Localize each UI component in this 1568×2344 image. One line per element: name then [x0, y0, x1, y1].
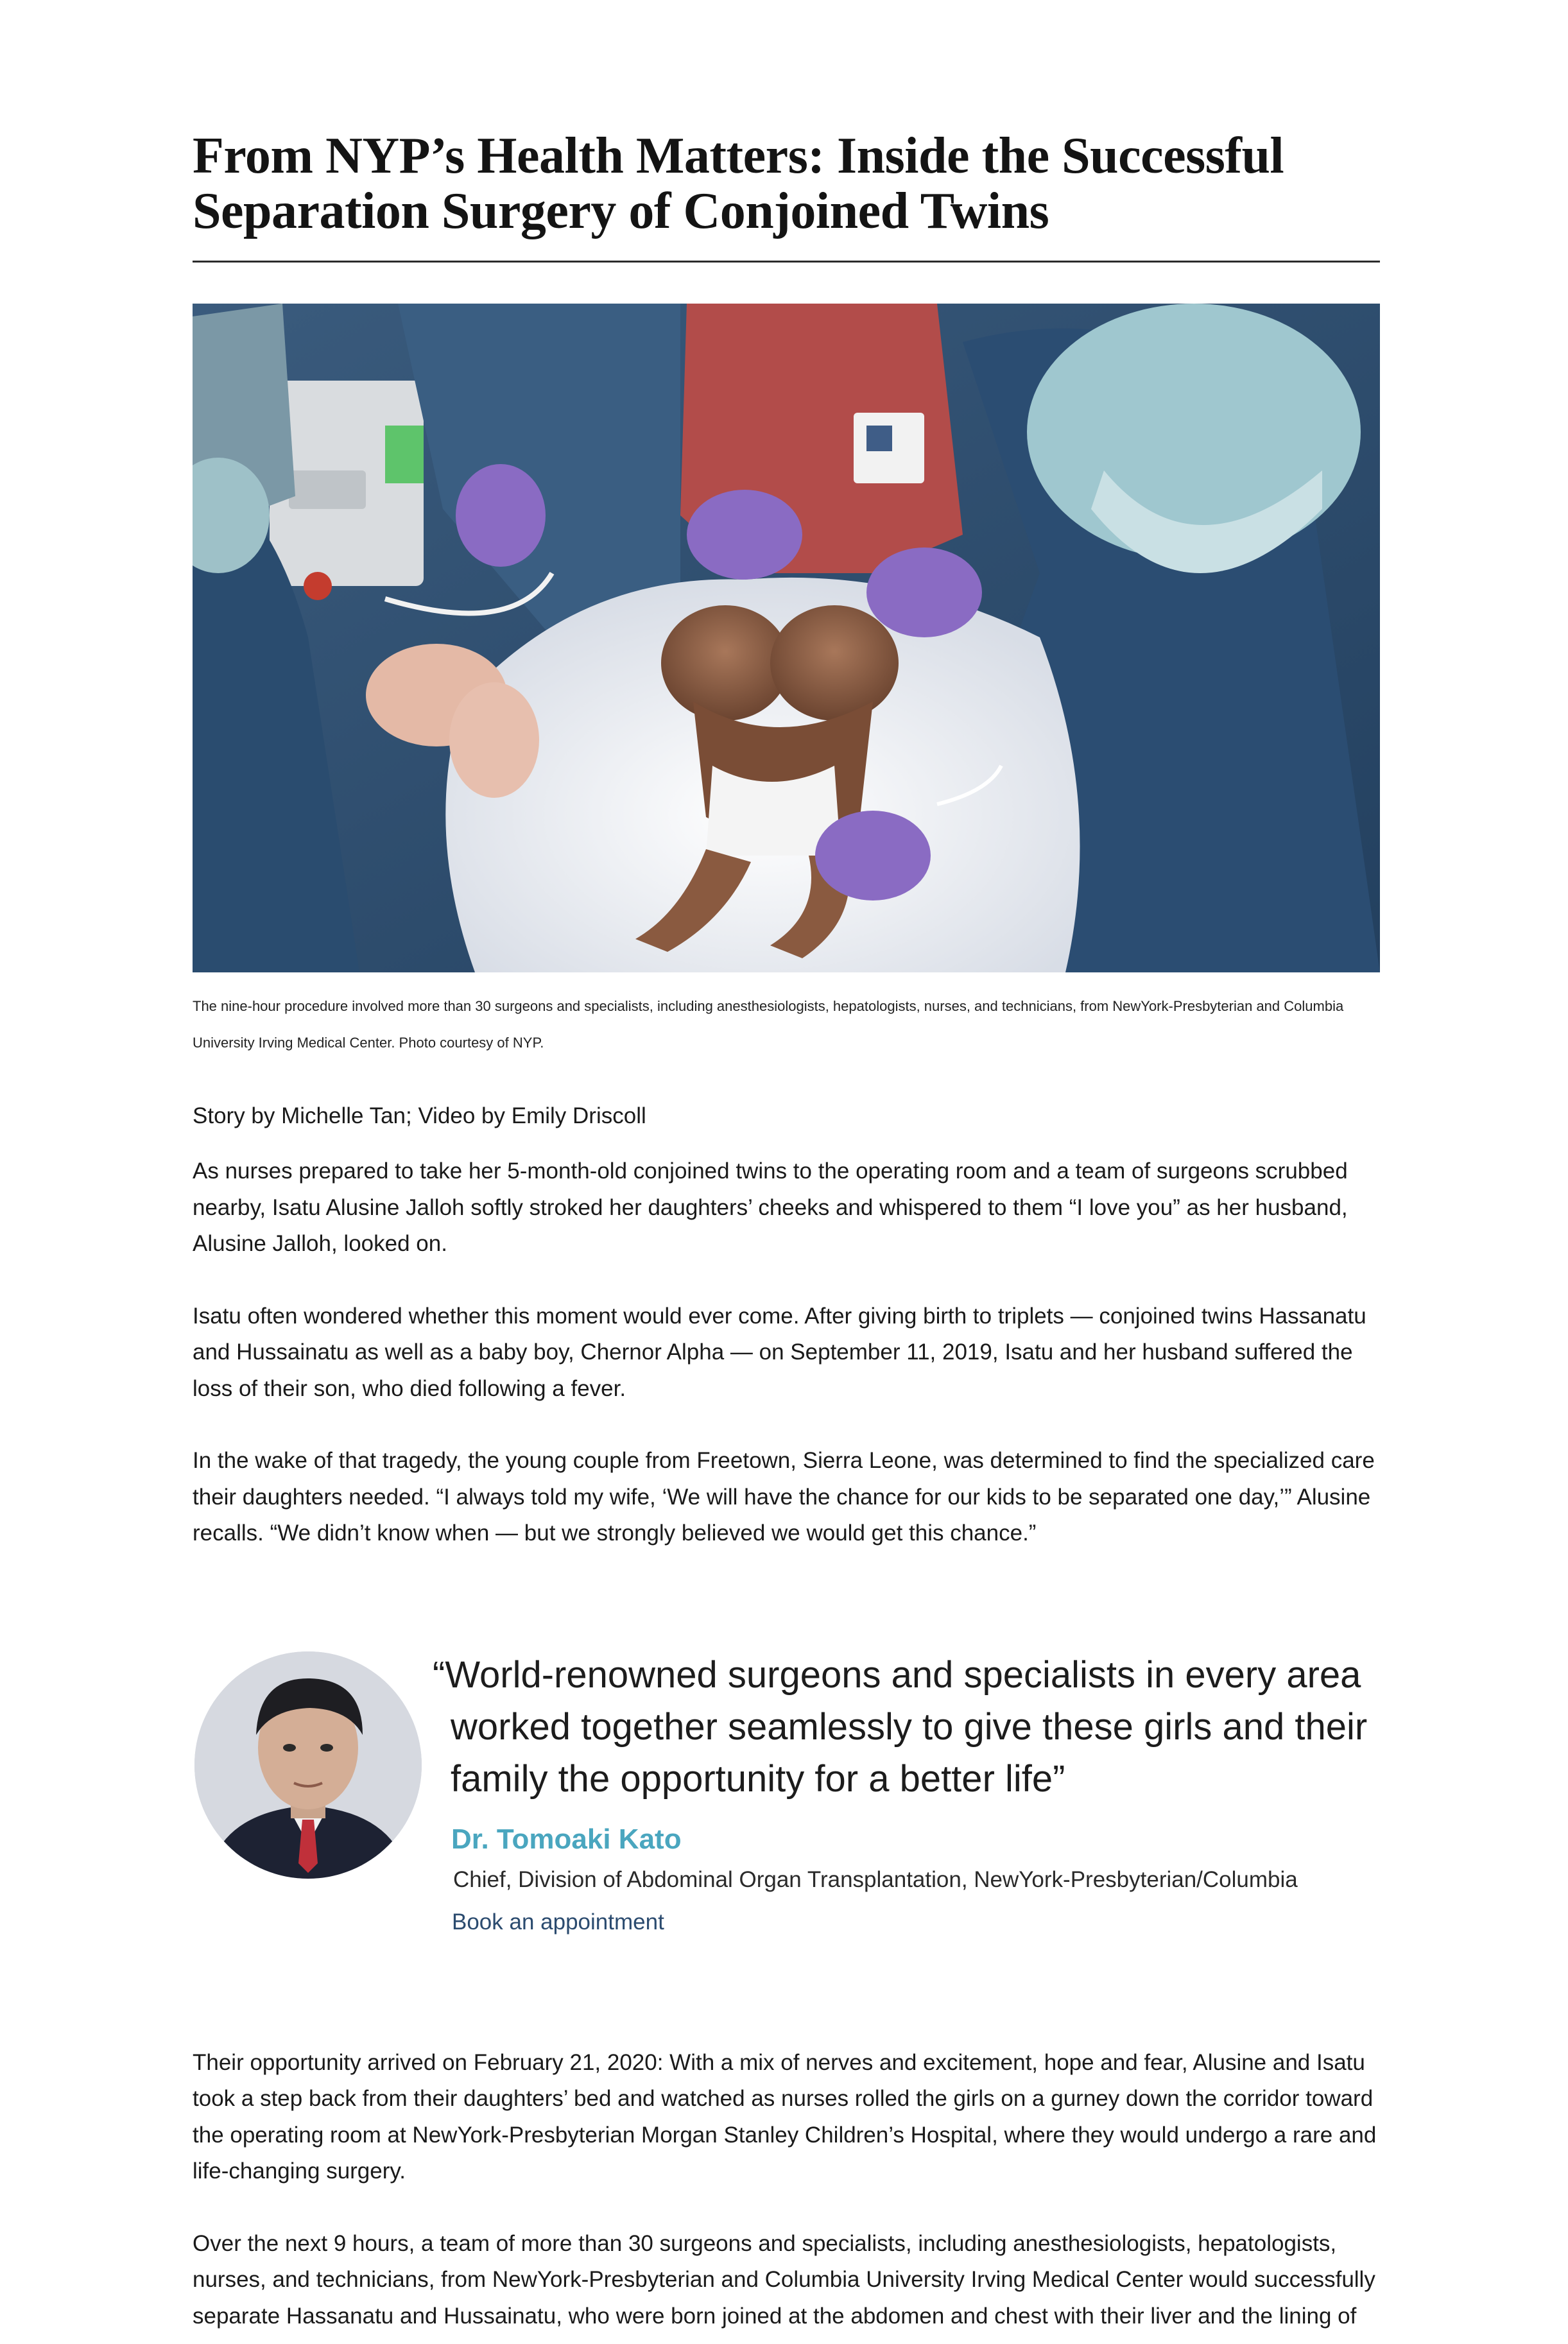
quote-text: “World-renowned surgeons and specialists in every area worked together seamlessly to give these girls and their family the opportunity for a better life” [433, 1653, 1368, 1800]
avatar [194, 1651, 422, 1879]
title-divider [193, 261, 1380, 263]
quote-author-name: Dr. Tomoaki Kato [451, 1823, 682, 1855]
byline: Story by Michelle Tan; Video by Emily Driscoll [193, 1103, 646, 1128]
article-paragraph: Over the next 9 hours, a team of more than 30 surgeons and specialists, including anesthesiologists, hepatologists, nurses, and technicians, from NewYork-Presbyterian and Columbia University Irving Medical Center would successfully separate Hassanatu and Hussainatu, who were born joined at the abdomen and chest with their liver and the lining of [193, 2230, 1375, 2329]
article-paragraph: In the wake of that tragedy, the young couple from Freetown, Sierra Leone, was determined to find the specialized care their daughters needed. “I always told my wife, ‘We will have the chance for our kids to be separated one day,’” Alusine recalls. “We didn’t know when — but we strongly believed we would get this chance.” [193, 1448, 1375, 1546]
hero-caption: The nine-hour procedure involved more than 30 surgeons and specialists, including anesthesiologists, hepatologists, nurses, and technicians, from NewYork-Presbyterian and Columbia University Irving Medical Center. Photo courtesy of NYP. [193, 998, 1344, 1051]
hero-photo [193, 304, 1380, 972]
pull-quote [193, 1651, 1380, 1953]
page-title: From NYP’s Health Matters: Inside the Successful Separation Surgery of Conjoined Twins [193, 128, 1284, 239]
article-paragraph: Isatu often wondered whether this moment would ever come. After giving birth to triplets — conjoined twins Hassanatu and Hussainatu as well as a baby boy, Chernor Alpha — on September 11, 2019, Isatu and her husband suffered the loss of their son, who died following a fever. [193, 1303, 1366, 1401]
quote-author-role: Chief, Division of Abdominal Organ Transplantation, NewYork-Presbyterian/Columbia [453, 1866, 1298, 1892]
article-paragraph: Their opportunity arrived on February 21, 2020: With a mix of nerves and excitement, hope and fear, Alusine and Isatu took a step back from their daughters’ bed and watched as nurses rolled the girls on a gurney down the corridor toward the operating room at NewYork-Presbyterian Morgan Stanley Children’s Hospital, where they would undergo a rare and life-changing surgery. [193, 2049, 1377, 2184]
article-paragraph: As nurses prepared to take her 5-month-old conjoined twins to the operating room and a team of surgeons scrubbed nearby, Isatu Alusine Jalloh softly stroked her daughters’ cheeks and whispered to them “I love you” as her husband, Alusine Jalloh, looked on. [193, 1159, 1348, 1256]
article [193, 0, 1380, 2334]
book-appointment-link[interactable]: Book an appointment [452, 1909, 664, 1935]
